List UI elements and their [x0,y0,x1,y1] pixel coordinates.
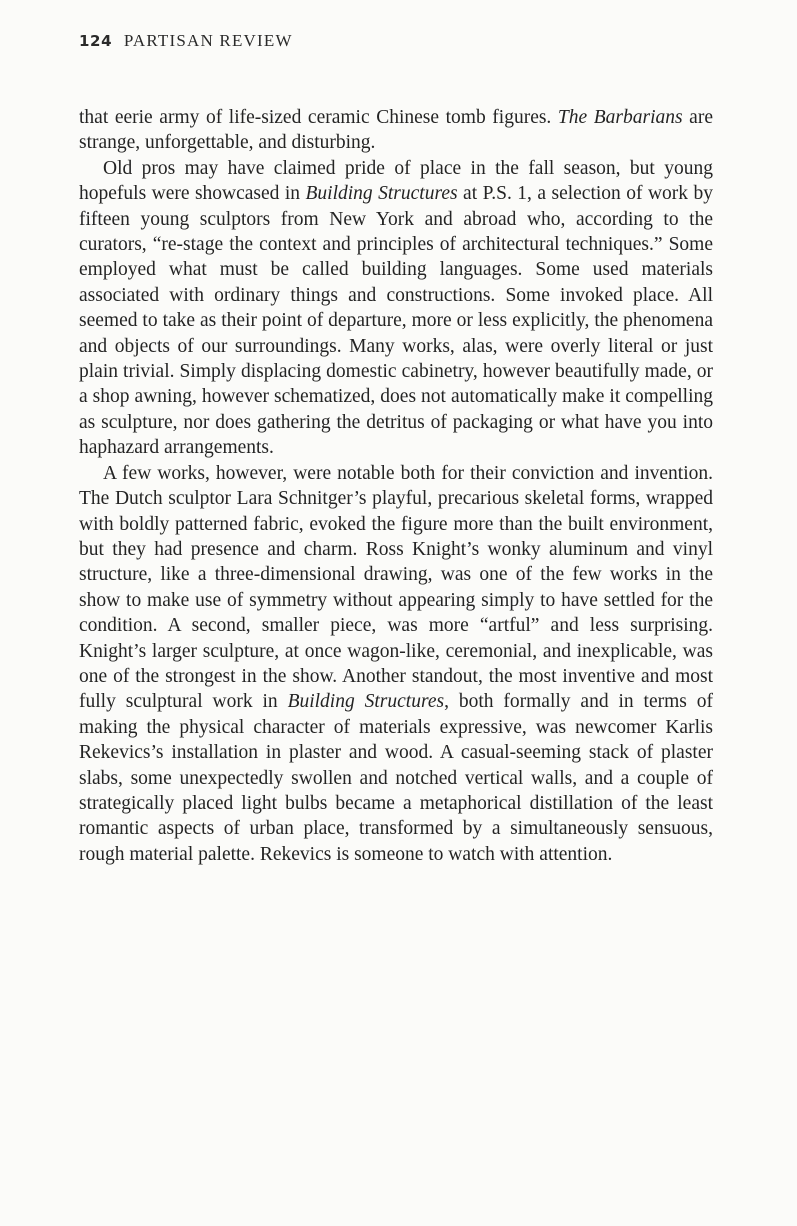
journal-title: PARTISAN REVIEW [123,31,293,50]
paragraph-1 [79,105,713,156]
paragraph-1-text-a: that eerie army of life-sized ceramic Chinese tomb figures. [79,107,558,128]
paragraph-1-text-b: are strange, unforgettable, and disturbing. [79,107,713,154]
paragraph-3-text-a: A few works, however, were notable both for their conviction and invention. The Dutch sculptor Lara Schnitger’s playful, precarious skeletal forms, wrapped with boldly patterned fabric, evoked the figure more than the built environment, but they had presence and charm. Ross Knight’s wonky aluminum and vinyl structure, like a three-dimensional drawing, was one of the few works in the show to make use of symmetry without appearing simply to have settled for the condition. A second, smaller piece, was more “artful” and less surprising. Knight’s larger sculpture, at once wagon-like, ceremonial, and inexplicable, was one of the strongest in the show. Another standout, the most inventive and most fully sculptural work in [79,462,713,713]
paragraph-3-text-b: , both formally and in terms of making the physical character of materials expressive, was newcomer Karlis Rekevics’s installation in plaster and wood. A casual-seeming stack of plaster slabs, some unexpectedly swollen and notched vertical walls, and a couple of strategically placed light bulbs became a metaphorical distillation of the least romantic aspects of urban place, transformed by a simultaneously sensuous, rough material palette. Rekevics is someone to watch with attention. [79,691,714,865]
page-number: 124 [79,32,113,50]
italic-title-building-structures-2: Building Structures [287,691,445,713]
italic-title-building-structures: Building Structures [305,183,458,205]
paragraph-3 [79,461,713,868]
running-head [79,31,293,51]
paragraph-2-text-a: Old pros may have claimed pride of place in the fall season, but young hopefuls were showcased in [79,157,713,205]
italic-title-the-barbarians: The Barbarians [557,107,683,128]
paragraph-2-text-b: at P.S. 1, a selection of work by fifteen young sculptors from New York and abroad who, according to the curators, “re-stage the context and principles of architectural techniques.” Some employed what must be called building languages. Some used materials associated with ordinary things and constructions. Some invoked place. All seemed to take as their point of departure, more or less explicitly, the phenomena and objects of our surroundings. Many works, alas, were overly literal or just plain trivial. Simply displacing domestic cabinetry, however beautifully made, or a shop awning, however schematized, does not automatically make it compelling as sculpture, nor does gathering the detritus of packaging or what have you into haphazard arrangements. [79,183,713,459]
article-body [79,105,713,867]
paragraph-2 [79,156,713,461]
